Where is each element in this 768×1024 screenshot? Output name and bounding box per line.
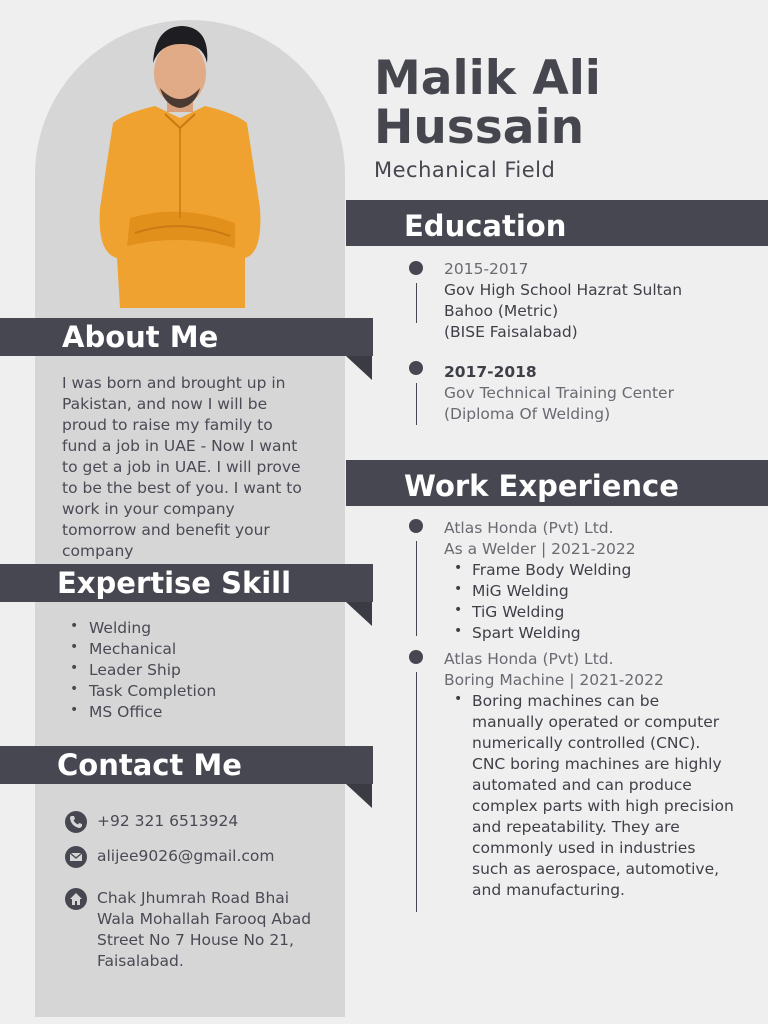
timeline-dot [409, 650, 423, 664]
banner-fold [346, 602, 372, 626]
education-heading-text: Education [404, 209, 567, 243]
about-heading-text: About Me [62, 320, 219, 354]
banner-fold [346, 356, 372, 380]
timeline-dot [409, 519, 423, 533]
education-school: Gov High School Hazrat Sultan Bahoo (Metric) [444, 281, 683, 320]
name-line-2: Hussain [374, 100, 585, 155]
about-text: I was born and brought up in Pakistan, and now I will be proud to raise my family to fund a job in UAE - Now I want to get a job in UAE. I will prove to be the best of you. I want to work in your company tomorrow and benefit your company [62, 374, 302, 560]
contact-phone [65, 811, 238, 833]
work-entry-1 [444, 518, 744, 644]
skills-heading-text: Expertise Skill [57, 566, 292, 600]
phone-number: +92 321 6513924 [97, 812, 239, 830]
list-item: • Spart Welding [444, 623, 744, 644]
person-name [374, 51, 601, 155]
list-item: • Task Completion [70, 681, 216, 702]
contact-heading-text: Contact Me [57, 748, 242, 782]
work-entry-2 [444, 649, 734, 901]
work-experience-heading-text: Work Experience [404, 469, 679, 503]
education-school: Gov Technical Training Center [444, 384, 674, 402]
education-years: 2015-2017 [444, 260, 529, 278]
work-duties-list [444, 560, 744, 644]
list-item: • Frame Body Welding [444, 560, 744, 581]
timeline-line [416, 283, 417, 323]
contact-email [65, 846, 275, 868]
home-icon [65, 888, 87, 910]
name-line-1: Malik Ali [374, 51, 601, 106]
timeline-dot [409, 361, 423, 375]
profile-photo [95, 18, 265, 313]
education-entry-2 [444, 362, 734, 425]
list-item: • Leader Ship [70, 660, 216, 681]
work-experience-heading [346, 460, 768, 506]
list-item: • Welding [70, 618, 216, 639]
timeline-dot [409, 261, 423, 275]
job-field: Mechanical Field [374, 158, 556, 182]
work-role: As a Welder | 2021-2022 [444, 540, 636, 558]
timeline-line [416, 541, 417, 636]
skills-heading [0, 564, 373, 602]
work-company: Atlas Honda (Pvt) Ltd. [444, 519, 614, 537]
education-years: 2017-2018 [444, 363, 537, 381]
work-role: Boring Machine | 2021-2022 [444, 671, 664, 689]
education-heading [346, 200, 768, 246]
education-board: (BISE Faisalabad) [444, 323, 578, 341]
work-duties-list [444, 691, 734, 901]
list-item: • MiG Welding [444, 581, 744, 602]
contact-address [65, 888, 327, 972]
education-entry-1 [444, 259, 714, 343]
about-heading [0, 318, 373, 356]
list-item: • MS Office [70, 702, 216, 723]
list-item: • TiG Welding [444, 602, 744, 623]
education-diploma: (Diploma Of Welding) [444, 405, 611, 423]
phone-icon [65, 811, 87, 833]
timeline-line [416, 672, 417, 912]
banner-fold [346, 784, 372, 808]
email-icon [65, 846, 87, 868]
list-item: • Mechanical [70, 639, 216, 660]
timeline-line [416, 383, 417, 425]
list-item: • Boring machines can be manually operated or computer numerically controlled (CNC). CNC boring machines are highly automated and can produce complex parts with high precision and repeatability. They are commonly used in industries such as aerospace, automotive, and manufacturing. [444, 691, 734, 901]
skills-list [70, 618, 216, 723]
contact-heading [0, 746, 373, 784]
work-company: Atlas Honda (Pvt) Ltd. [444, 650, 614, 668]
email-address: alijee9026@gmail.com [97, 847, 275, 865]
home-address: Chak Jhumrah Road Bhai Wala Mohallah Farooq Abad Street No 7 House No 21, Faisalabad. [97, 889, 312, 970]
